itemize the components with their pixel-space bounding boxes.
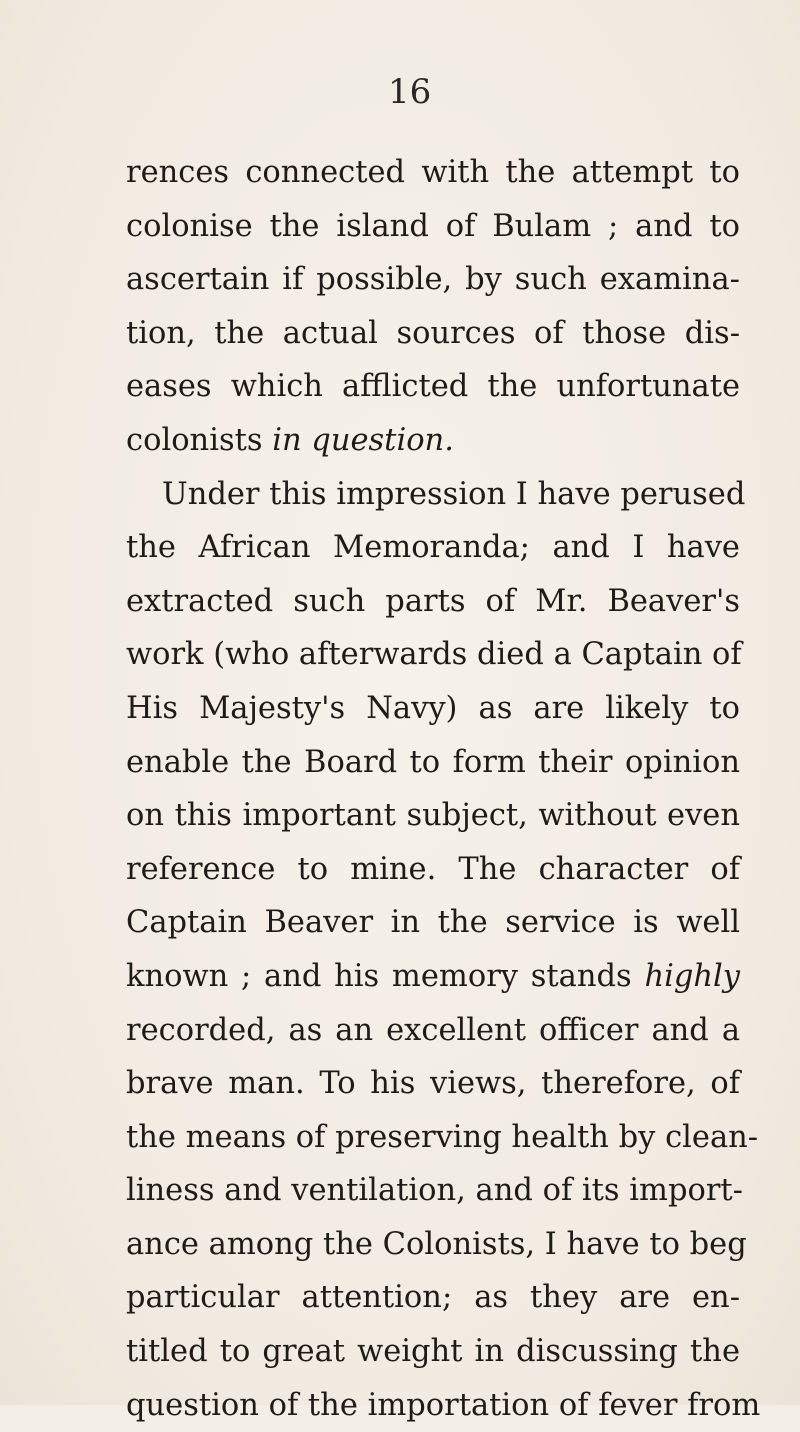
- text-line: [126, 307, 740, 361]
- text-line: [126, 575, 740, 629]
- line-text: colonise the island of Bulam ; and to: [126, 208, 740, 244]
- line-text: Captain Beaver in the service is well: [126, 905, 740, 941]
- line-text: extracted such parts of Mr. Beaver's: [126, 583, 740, 619]
- text-line: [126, 628, 740, 682]
- text-line: [126, 1271, 740, 1325]
- text-line: [126, 736, 740, 790]
- line-text: work (who afterwards died a Captain of: [126, 637, 742, 673]
- text-line: [126, 1057, 740, 1111]
- body-text: [126, 146, 761, 1432]
- text-line: [126, 1111, 759, 1165]
- italic-text: highly: [644, 958, 740, 994]
- text-line: [126, 521, 740, 575]
- text-line: [126, 253, 740, 307]
- line-text: reference to mine. The character of: [126, 851, 740, 887]
- page-number: 16: [388, 72, 432, 112]
- line-text: on this important subject, without even: [126, 798, 740, 834]
- line-text: rences connected with the attempt to: [126, 155, 740, 190]
- line-text: question of the importation of fever from: [126, 1387, 761, 1423]
- italic-text: in question.: [272, 422, 454, 458]
- line-text: the African Memoranda; and I have: [126, 530, 740, 566]
- line-text: tion, the actual sources of those dis-: [126, 315, 740, 351]
- line-text: the means of preserving health by clean-: [126, 1119, 759, 1155]
- line-text: known ; and his memory stands: [126, 958, 645, 994]
- text-line: [126, 146, 740, 200]
- line-text: brave man. To his views, therefore, of: [126, 1066, 740, 1102]
- line-text: ance among the Colonists, I have to beg: [126, 1226, 747, 1262]
- line-text: recorded, as an excellent officer and a: [126, 1012, 740, 1048]
- line-text: titled to great weight in discussing the: [126, 1334, 740, 1370]
- text-line: [126, 789, 740, 843]
- line-text: colonists: [126, 422, 273, 458]
- text-line: [126, 360, 740, 414]
- line-text: ascertain if possible, by such examina-: [126, 262, 740, 298]
- text-line: [126, 468, 746, 522]
- line-text: Under this impression I have perused: [162, 476, 746, 512]
- line-text: particular attention; as they are en-: [126, 1280, 740, 1316]
- text-line: [126, 414, 740, 468]
- text-line: [126, 200, 740, 254]
- line-text: liness and ventilation, and of its import-: [126, 1173, 743, 1209]
- text-line: [126, 950, 740, 1004]
- line-text: His Majesty's Navy) as are likely to: [126, 690, 740, 726]
- text-line: [126, 1218, 747, 1272]
- text-line: [126, 843, 740, 897]
- line-text: eases which afflicted the unfortunate: [126, 369, 740, 405]
- text-line: [126, 1325, 740, 1379]
- text-line: [126, 1004, 740, 1058]
- line-text: enable the Board to form their opinion: [126, 744, 740, 780]
- text-line: [126, 1164, 743, 1218]
- text-line: [126, 682, 740, 736]
- text-line: [126, 1379, 761, 1432]
- text-line: [126, 896, 740, 950]
